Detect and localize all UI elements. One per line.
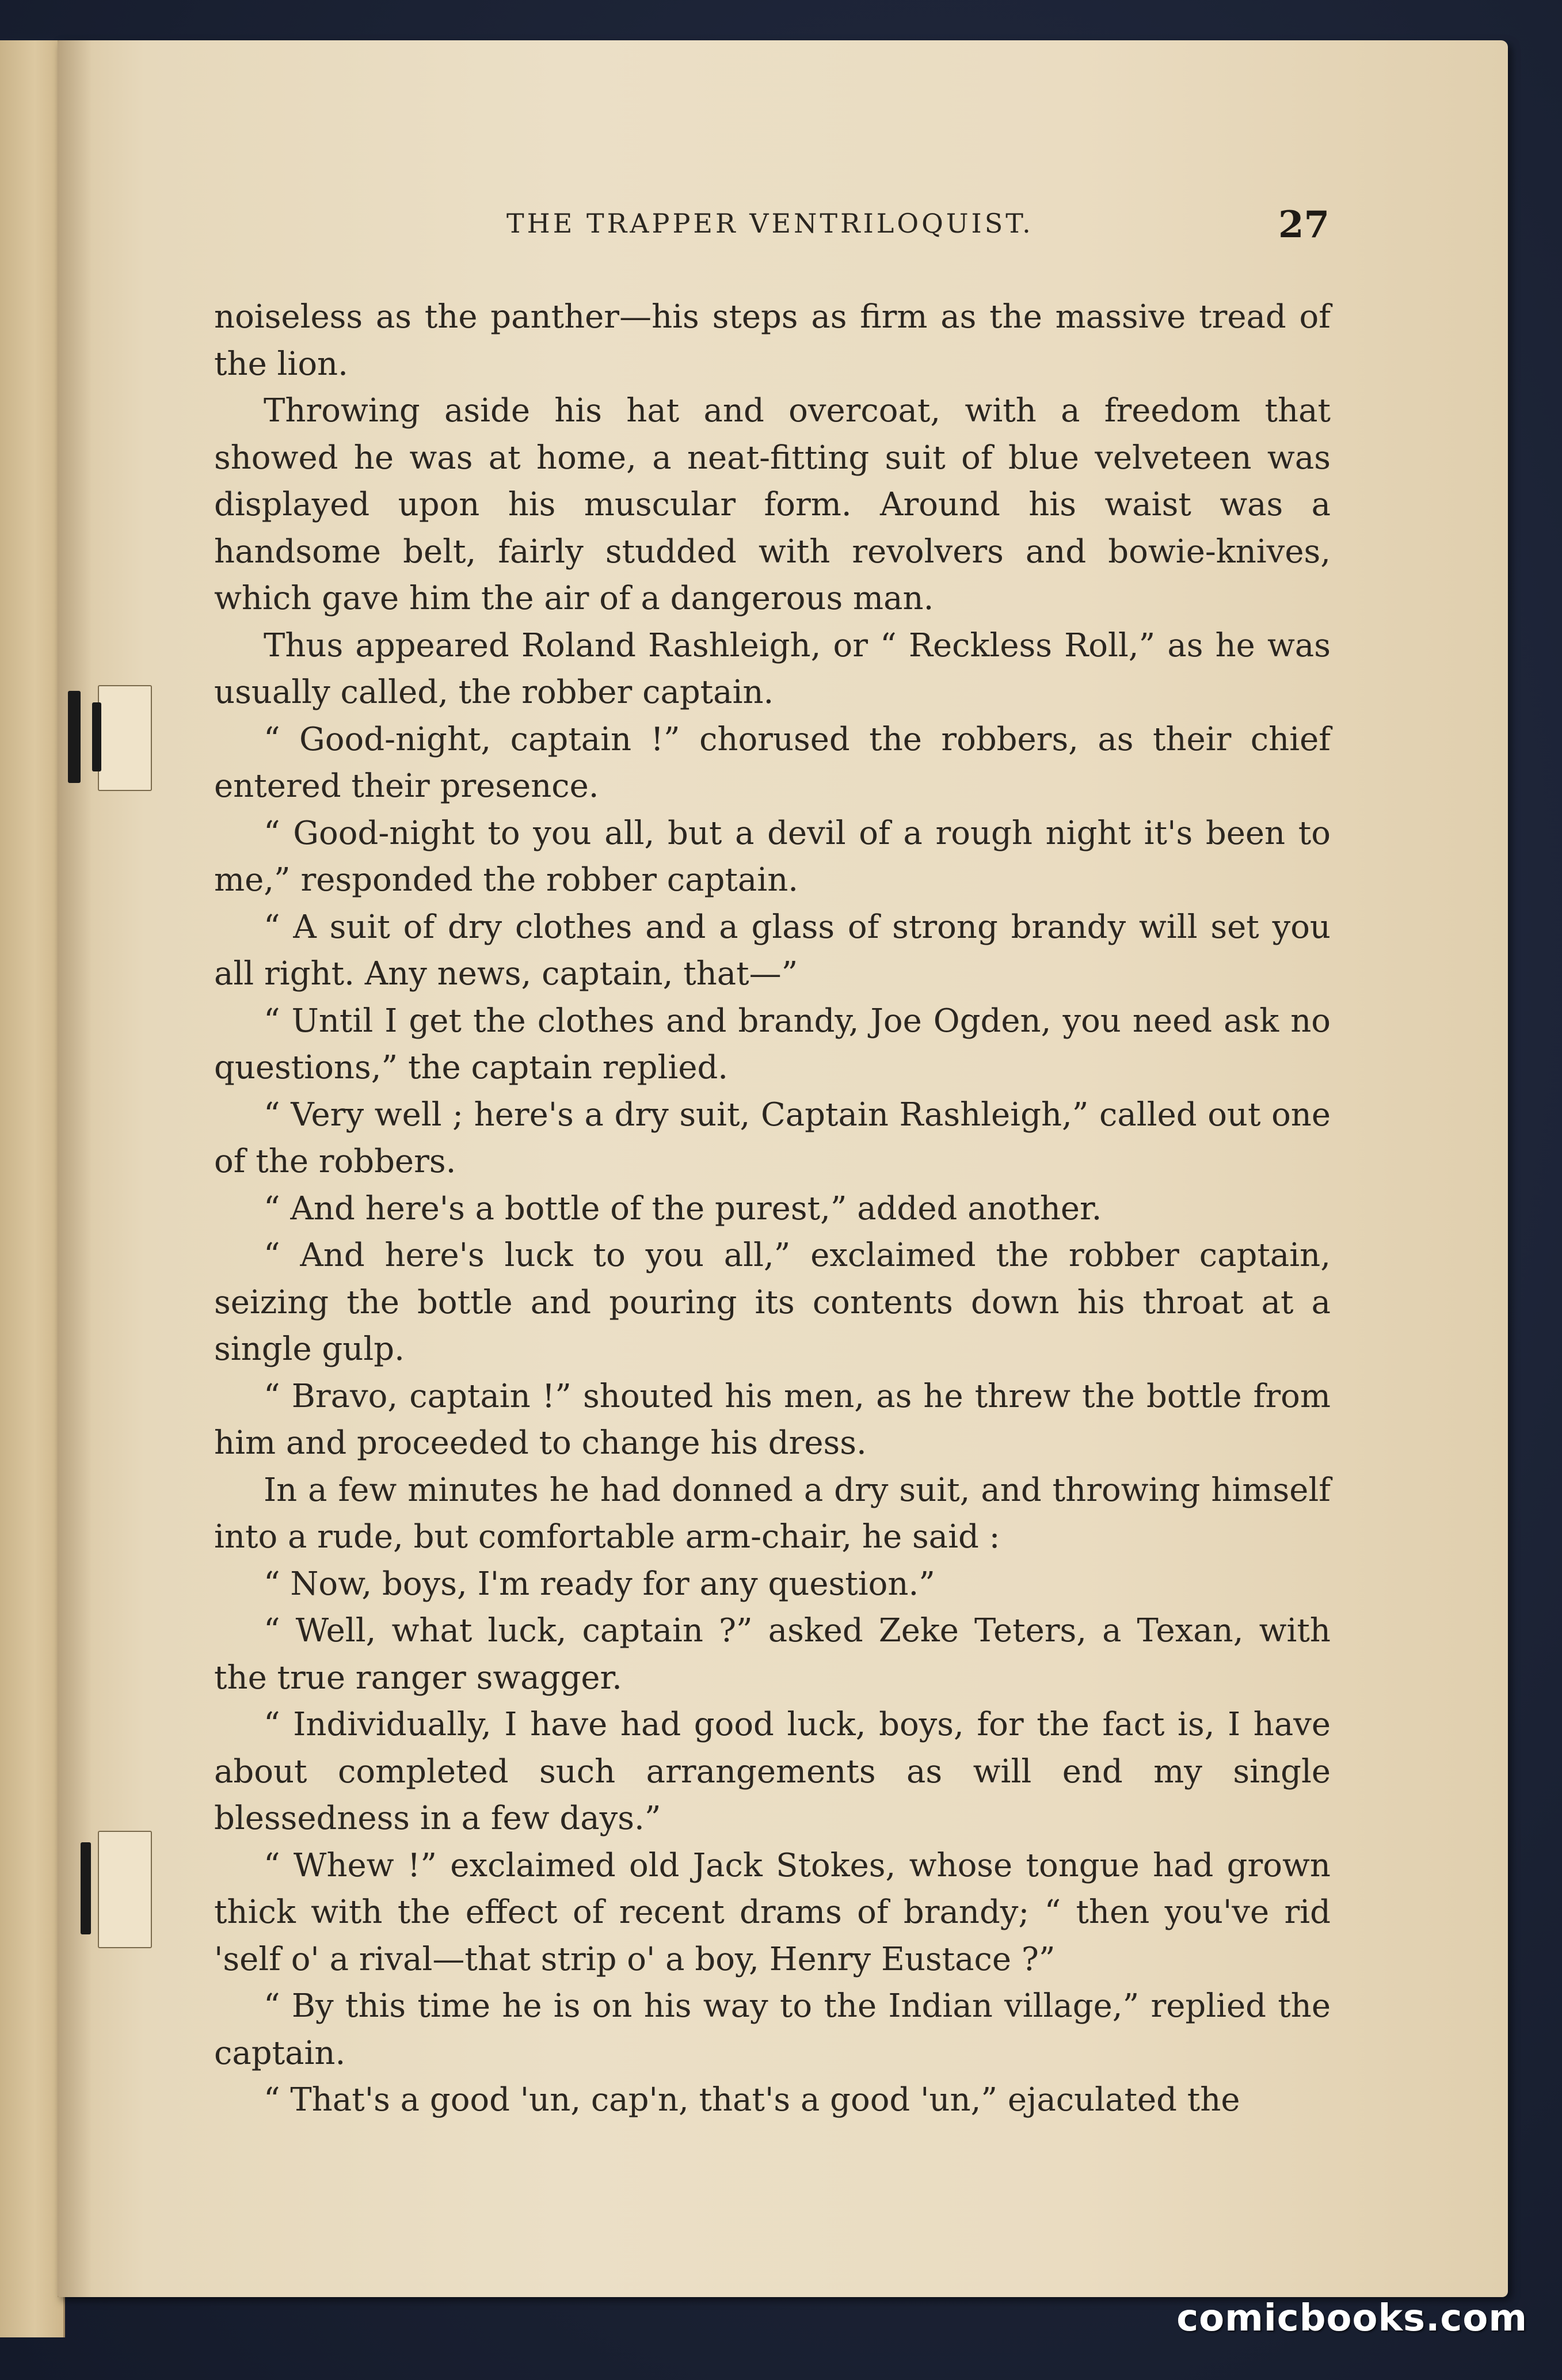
paragraph: “ Bravo, captain !” shouted his men, as he threw the bottle from him and proceeded to change his dress.: [214, 1377, 1331, 1462]
paragraph: “ Whew !” exclaimed old Jack Stokes, whose tongue had grown thick with the effect of recent drams of brandy; “ then you've rid 'self o' a rival—that strip o' a boy, Henry Eustace ?”: [214, 1846, 1331, 1978]
paragraph: “ Now, boys, I'm ready for any question.”: [264, 1565, 935, 1603]
paragraph: “ Until I get the clothes and brandy, Joe Ogden, you need ask no questions,” the captain replied.: [214, 1002, 1331, 1086]
paragraph: “ By this time he is on his way to the Indian village,” replied the captain.: [214, 1987, 1331, 2072]
running-head: THE TRAPPER VENTRILOQUIST.: [506, 208, 1034, 239]
paragraph: Throwing aside his hat and overcoat, with a freedom that showed he was at home, a neat-fitting suit of blue velveteen was displayed upon his muscular form. Around his waist was a handsome belt, fairly studded with revolvers and bowie-knives, which gave him the air of a dangerous man.: [214, 392, 1331, 617]
paragraph: noiseless as the panther—his steps as firm as the massive tread of the lion.: [214, 298, 1331, 383]
paragraph: “ Good-night to you all, but a devil of a rough night it's been to me,” responded the robber captain.: [214, 814, 1331, 899]
page-header: [506, 203, 1381, 244]
staple-tear-bottom: [98, 1831, 152, 1948]
paragraph: “ And here's a bottle of the purest,” added another.: [264, 1189, 1102, 1227]
staple-tear-top: [98, 685, 152, 791]
staple-icon: [68, 691, 81, 783]
page-number: 27: [1278, 203, 1329, 246]
paragraph: Thus appeared Roland Rashleigh, or “ Reckless Roll,” as he was usually called, the robber captain.: [214, 626, 1331, 711]
gutter-shadow: [58, 40, 92, 2297]
staple-icon: [92, 702, 101, 771]
left-page-edge: [0, 40, 65, 2337]
paragraph: “ Well, what luck, captain ?” asked Zeke Teters, a Texan, with the true ranger swagger.: [214, 1612, 1331, 1697]
paragraph: “ A suit of dry clothes and a glass of strong brandy will set you all right. Any news, captain, that—”: [214, 908, 1331, 993]
body-text: [214, 294, 1331, 2124]
paragraph: “ Good-night, captain !” chorused the robbers, as their chief entered their presence.: [214, 720, 1331, 805]
paragraph: “ Very well ; here's a dry suit, Captain Rashleigh,” called out one of the robbers.: [214, 1096, 1331, 1180]
paragraph: “ Individually, I have had good luck, boys, for the fact is, I have about completed such arrangements as will end my single blessedness in a few days.”: [214, 1706, 1331, 1837]
paragraph: “ That's a good 'un, cap'n, that's a good 'un,” ejaculated the: [264, 2081, 1240, 2119]
paragraph: “ And here's luck to you all,” exclaimed the robber captain, seizing the bottle and pouring its contents down his throat at a single gulp.: [214, 1237, 1331, 1368]
paragraph: In a few minutes he had donned a dry suit, and throwing himself into a rude, but comfortable arm-chair, he said :: [214, 1471, 1331, 1556]
site-watermark: comicbooks.com: [1176, 2297, 1527, 2340]
staple-icon: [81, 1842, 91, 1934]
